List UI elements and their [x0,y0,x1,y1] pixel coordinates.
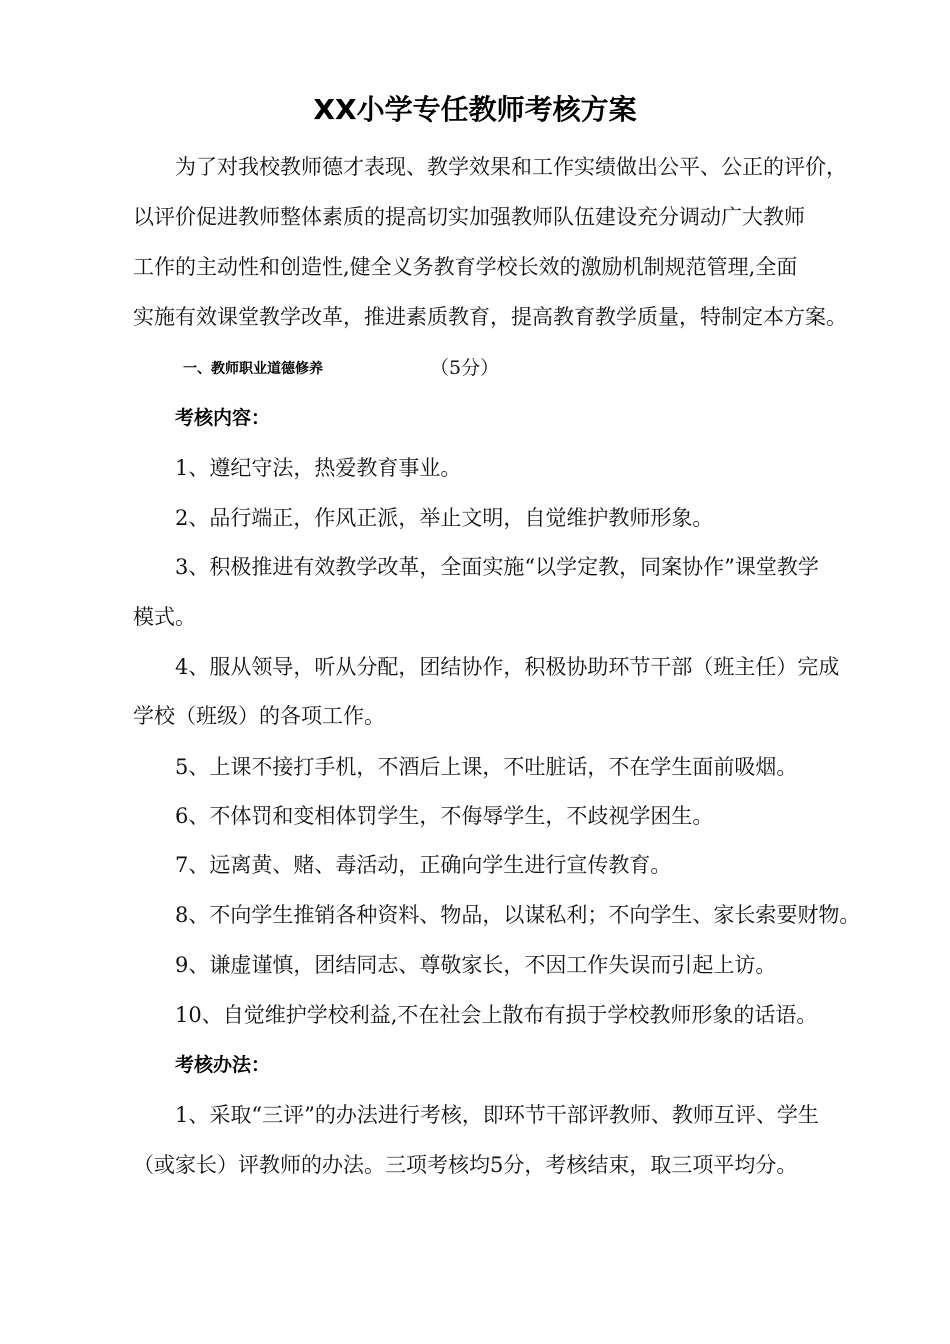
list-item: 7、远离黄、赌、毒活动，正确向学生进行宣传教育。 [175,853,672,877]
list-item: 4、服从领导，听从分配，团结协作，积极协助环节干部（班主任）完成 [175,655,840,679]
intro-line: 为了对我校教师德才表现、教学效果和工作实绩做出公平、公正的评价， [175,155,847,179]
intro-line: 工作的主动性和创造性,健全义务教育学校长效的激励机制规范管理,全面 [133,255,798,279]
list-item: 10、自觉维护学校利益,不在社会上散布有损于学校教师形象的话语。 [175,1003,818,1027]
method-item: 1、采取“三评”的办法进行考核，即环节干部评教师、教师互评、学生 [175,1103,819,1127]
list-item: 学校（班级）的各项工作。 [133,704,385,728]
list-item: 模式。 [133,605,196,629]
content-heading: 考核内容： [175,407,271,429]
list-item: 8、不向学生推销各种资料、物品，以谋私利；不向学生、家长索要财物。 [175,903,861,927]
section-score: （5分） [430,357,500,379]
list-item: 9、谦虚谨慎，团结同志、尊敬家长，不因工作失误而引起上访。 [175,953,777,977]
list-item: 6、不体罚和变相体罚学生，不侮辱学生，不歧视学困生。 [175,804,714,828]
intro-line: 以评价促进教师整体素质的提高切实加强教师队伍建设充分调动广大教师 [133,205,805,229]
method-item: （或家长）评教师的办法。三项考核均5分，考核结束，取三项平均分。 [133,1153,798,1177]
list-item: 1、遵纪守法，热爱教育事业。 [175,456,462,480]
list-item: 3、积极推进有效教学改革，全面实施“以学定教，同案协作”课堂教学 [175,555,819,579]
list-item: 2、品行端正，作风正派，举止文明，自觉维护教师形象。 [175,506,714,530]
list-item: 5、上课不接打手机，不酒后上课，不吐脏话，不在学生面前吸烟。 [175,755,798,779]
intro-line: 实施有效课堂教学改革，推进素质教育，提高教育教学质量，特制定本方案。 [133,305,847,329]
method-heading: 考核办法： [175,1054,271,1076]
section-heading: 一、教师职业道德修养 [183,361,323,377]
document-title: XX小学专任教师考核方案 [313,93,637,126]
